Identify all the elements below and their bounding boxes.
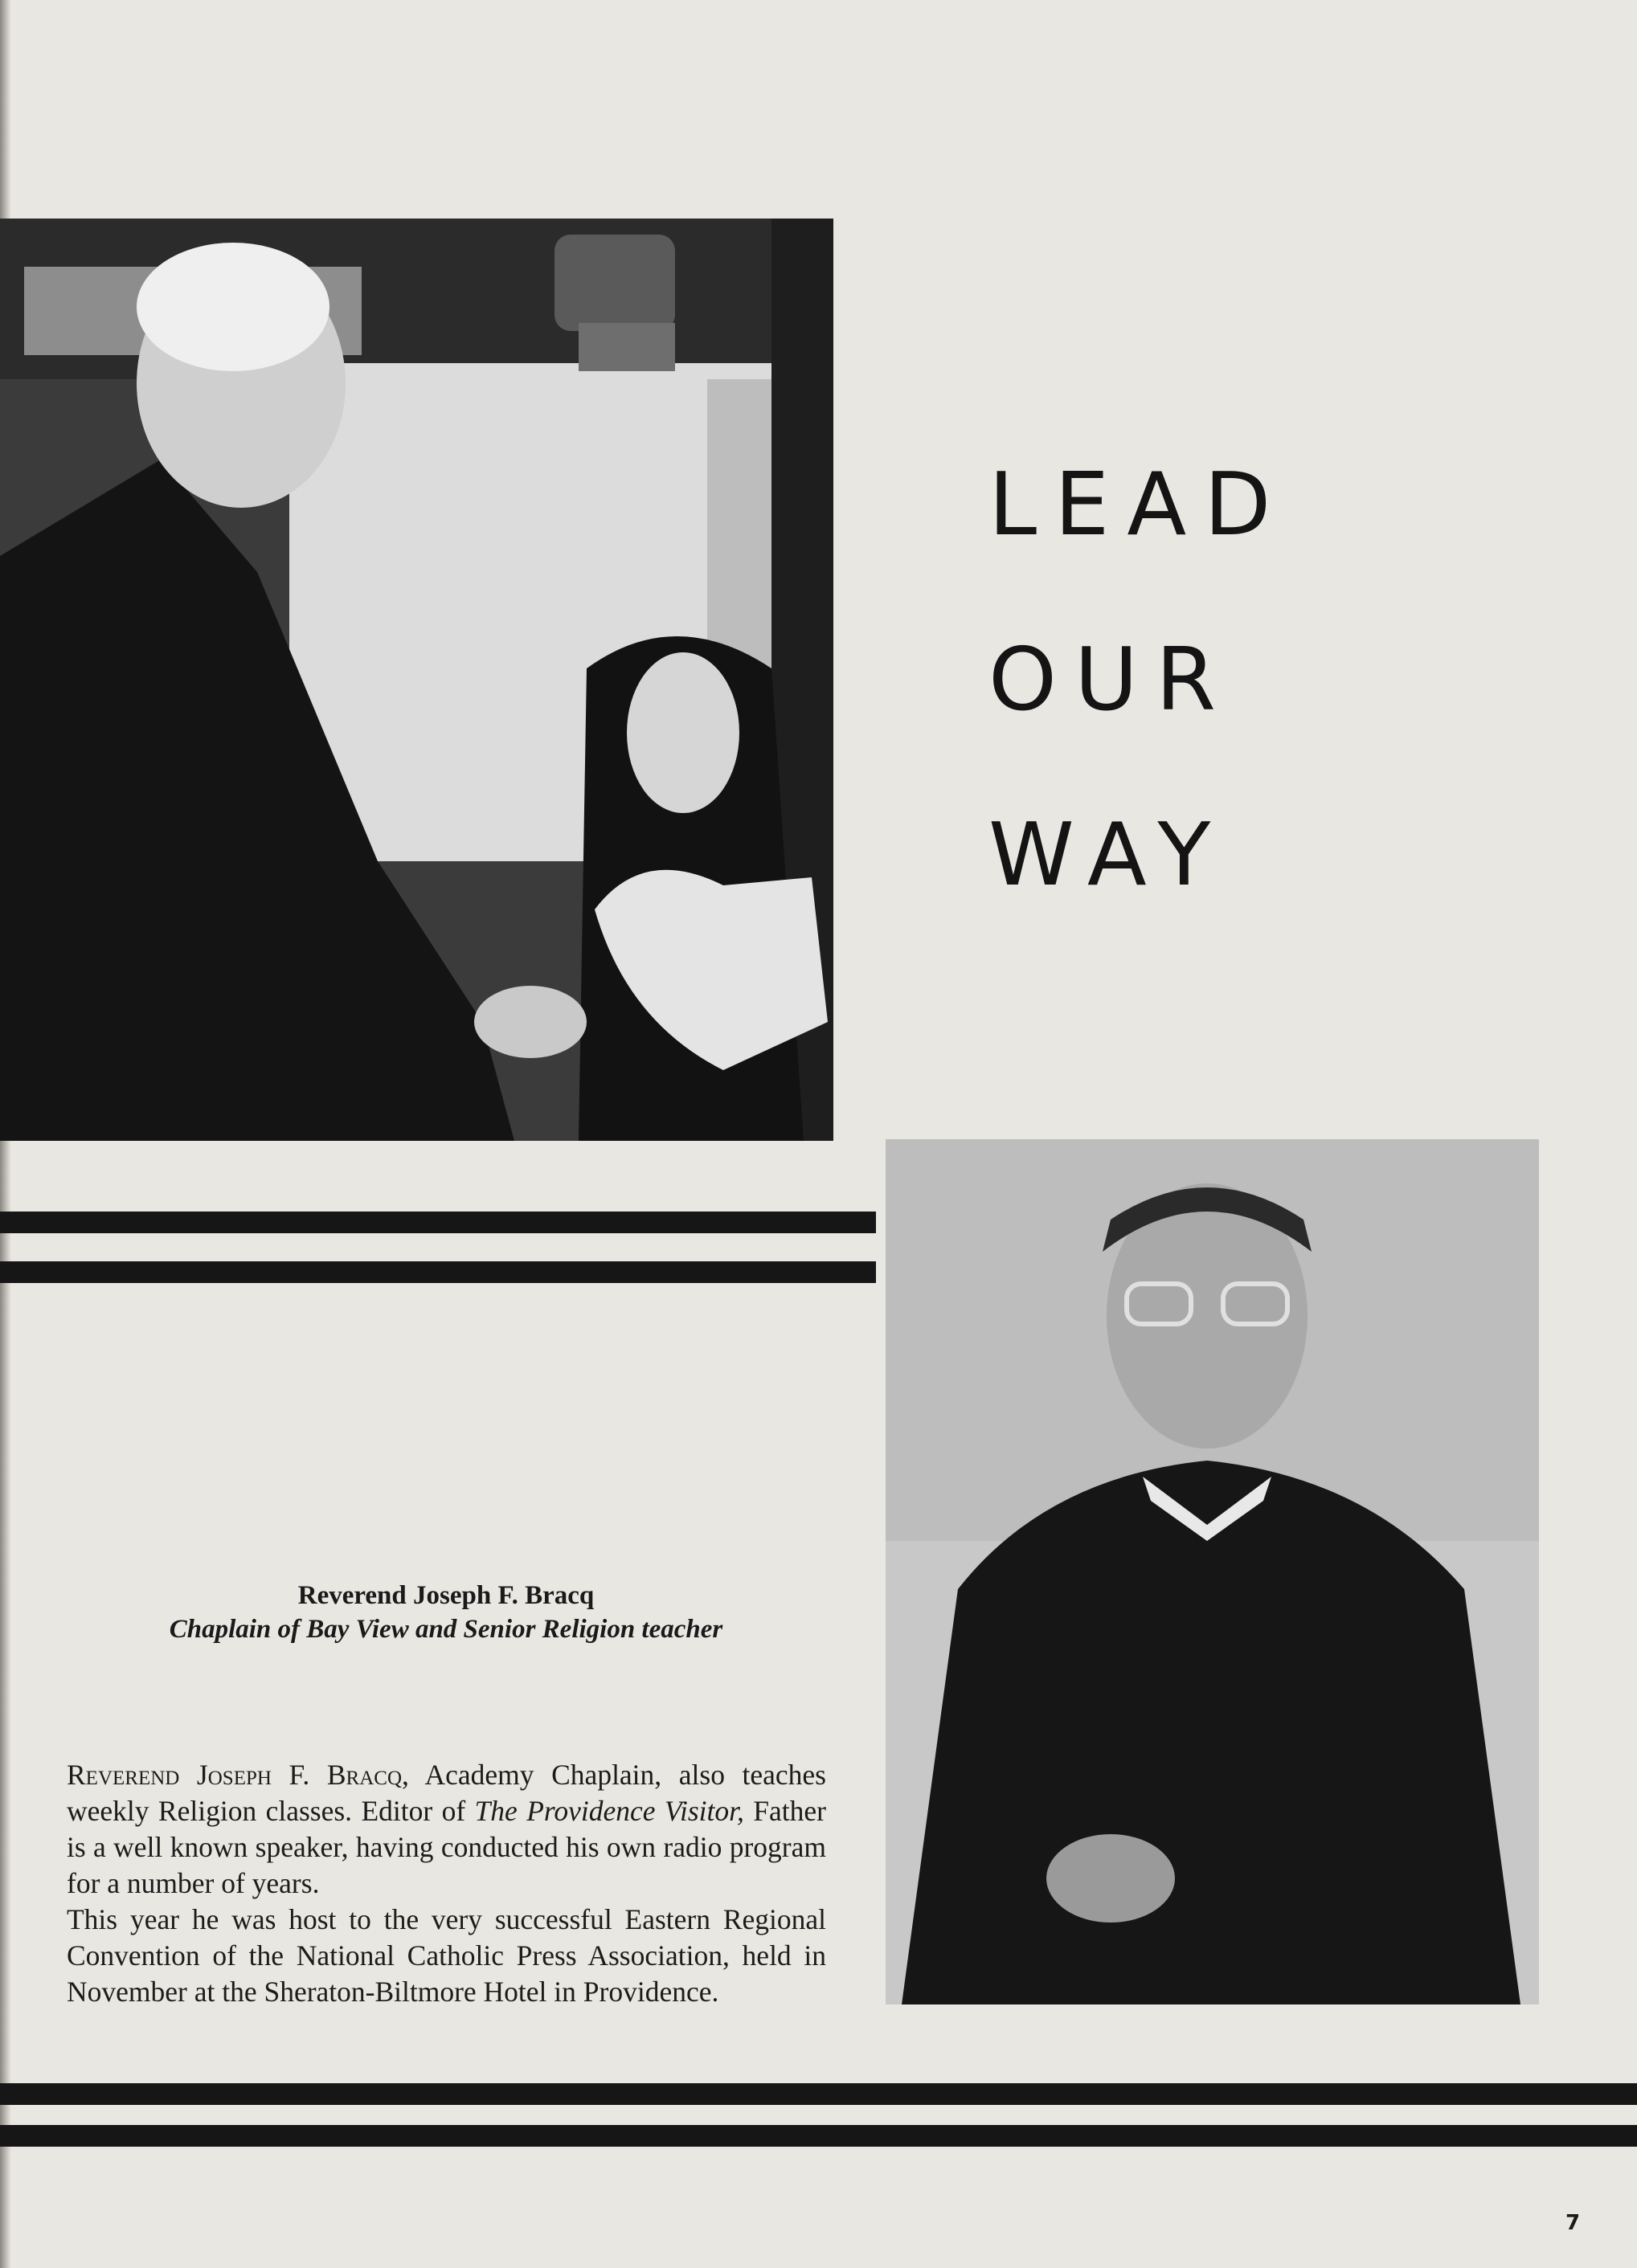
caption-role: Chaplain of Bay View and Senior Religion teacher	[169, 1615, 723, 1644]
caption-name: Reverend Joseph F. Bracq	[297, 1581, 595, 1610]
rule-top-1	[0, 1212, 876, 1233]
photo-portrait	[886, 1139, 1539, 2004]
publication-title: The Providence Visitor,	[474, 1795, 744, 1827]
heading-line-3: WAY	[988, 805, 1229, 905]
biography-paragraph-2: This year he was host to the very successful Eastern Regional Convention of the National Catholic Press Association, held in November at the Sheraton-Biltmore Hotel in Providence.	[67, 1903, 826, 2008]
heading-line-2: OUR	[988, 630, 1234, 730]
biography-paragraph-1	[67, 1757, 826, 1902]
page-heading	[988, 418, 1288, 943]
rule-bottom-2	[0, 2125, 1637, 2147]
photo-priest-and-nun	[0, 219, 833, 1141]
page-number: 7	[1565, 2211, 1581, 2235]
rule-bottom-1	[0, 2083, 1637, 2105]
biography-text-2: Father is a well known speaker, having conducted his own radio program for a number of years.	[67, 1795, 826, 1899]
biography-text	[67, 1757, 826, 2010]
rule-top-2	[0, 1261, 876, 1283]
heading-line-1: LEAD	[988, 455, 1289, 555]
photo-caption	[64, 1579, 828, 1646]
biography-text-1: , Academy Chaplain, also teaches weekly Religion classes. Editor of	[67, 1759, 826, 1827]
biography-lead-name: Reverend Joseph F. Bracq	[67, 1759, 403, 1791]
